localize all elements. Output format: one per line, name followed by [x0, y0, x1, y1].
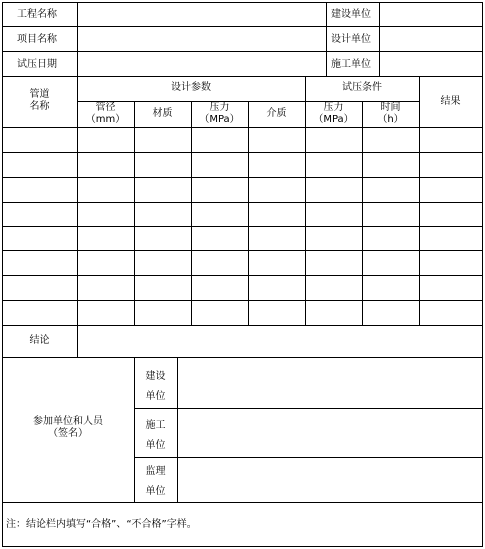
rule [326, 2, 327, 77]
rule [2, 546, 483, 547]
rule [482, 2, 483, 547]
owner-unit-label: 建设单位 [331, 9, 371, 20]
conclusion-label: 结论 [29, 335, 50, 346]
rule [2, 300, 483, 301]
duration-header-line2: （h） [377, 114, 404, 125]
design-unit-field[interactable] [380, 27, 482, 51]
project-name-field[interactable] [78, 3, 326, 26]
participants-label-line1: 参加单位和人员 [33, 416, 103, 427]
participants-label-line2: （签名） [48, 428, 88, 439]
construction-unit-sign-label [134, 416, 177, 456]
rule [2, 152, 483, 153]
rule [191, 101, 192, 326]
supervision-unit-sign-label-line1: 监理 [145, 466, 166, 477]
rule [2, 76, 483, 77]
rule [134, 101, 135, 326]
pipe-name-header-line2: 名称 [29, 101, 50, 112]
pipe-name-header [2, 89, 77, 113]
pipe-diameter-header [77, 102, 134, 126]
rule [2, 177, 483, 178]
rule [248, 101, 249, 326]
rule [2, 275, 483, 276]
design-unit-label: 设计单位 [331, 34, 371, 45]
duration-header [362, 102, 419, 126]
pipe-name-header-line1: 管道 [29, 89, 50, 100]
design-pressure-header [191, 102, 248, 126]
rule [2, 2, 3, 547]
medium-header: 介质 [266, 108, 287, 119]
construction-unit-signature-field[interactable] [178, 409, 482, 457]
duration-header-line1: 时间 [380, 102, 401, 113]
owner-unit-field[interactable] [380, 3, 482, 26]
result-header: 结果 [440, 96, 461, 107]
participants-label [2, 416, 134, 440]
owner-unit-sign-label [134, 367, 177, 407]
rule [2, 127, 483, 128]
pipe-diameter-header-line1: 管径 [95, 102, 116, 113]
test-pressure-header-line1: 压力 [323, 102, 344, 113]
rule [2, 202, 483, 203]
rule [2, 502, 483, 503]
material-header: 材质 [152, 108, 173, 119]
test-conditions-header: 试压条件 [342, 82, 382, 93]
conclusion-field[interactable] [78, 326, 482, 357]
owner-unit-sign-label-line1: 建设 [145, 371, 166, 382]
design-pressure-header-line1: 压力 [209, 102, 230, 113]
rule [362, 101, 363, 326]
item-name-label: 项目名称 [17, 34, 57, 45]
item-name-field[interactable] [78, 27, 326, 51]
project-name-label: 工程名称 [17, 9, 57, 20]
construction-unit-sign-label-line1: 施工 [145, 420, 166, 431]
design-pressure-header-line2: （MPa） [199, 114, 240, 125]
test-date-field[interactable] [78, 52, 326, 76]
supervision-unit-sign-label-line2: 单位 [145, 486, 166, 497]
supervision-unit-sign-label [134, 462, 177, 502]
test-pressure-header-line2: （MPa） [313, 114, 354, 125]
construction-unit-field[interactable] [380, 52, 482, 76]
rule [2, 226, 483, 227]
construction-unit-label: 施工单位 [331, 59, 371, 70]
rule [419, 76, 420, 326]
owner-unit-sign-label-line2: 单位 [145, 391, 166, 402]
owner-unit-signature-field[interactable] [178, 358, 482, 408]
construction-unit-sign-label-line2: 单位 [145, 440, 166, 451]
test-date-label: 试压日期 [17, 59, 57, 70]
footnote: 注：结论栏内填写“合格”、“不合格”字样。 [6, 519, 197, 530]
supervision-unit-signature-field[interactable] [178, 458, 482, 502]
test-pressure-header [305, 102, 362, 126]
design-params-header: 设计参数 [171, 82, 211, 93]
pipe-diameter-header-line2: （mm） [85, 114, 126, 125]
rule [2, 250, 483, 251]
